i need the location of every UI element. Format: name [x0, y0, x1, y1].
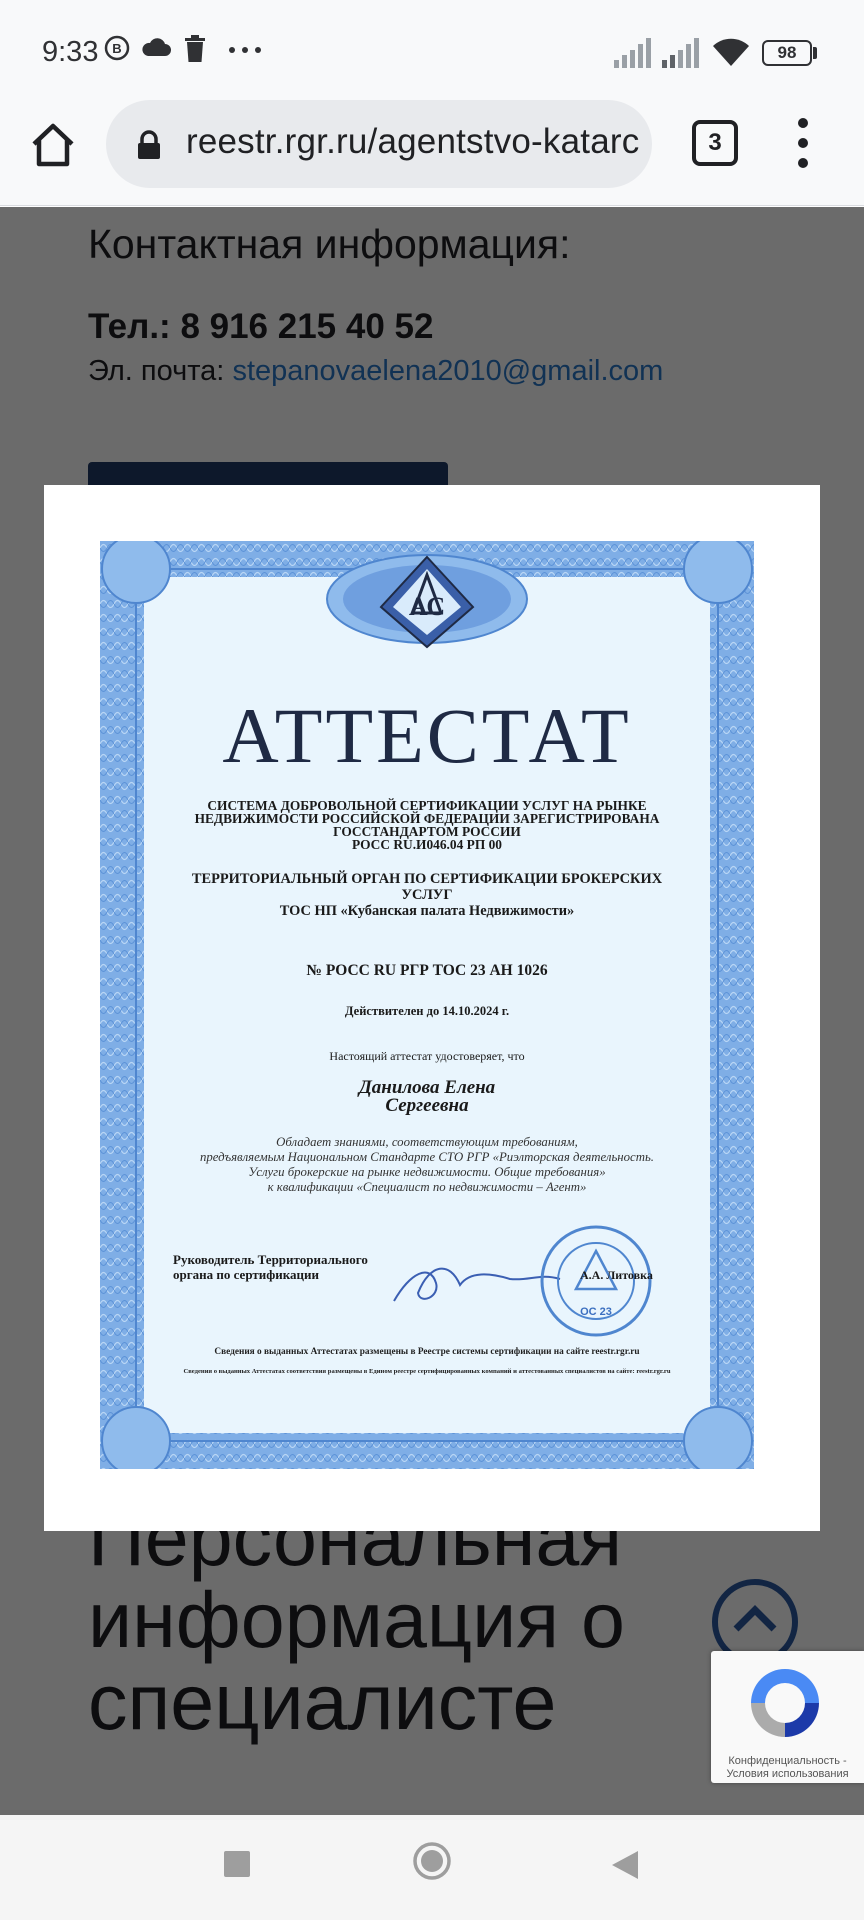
- logo-text: АС: [408, 592, 446, 621]
- menu-button[interactable]: [788, 116, 818, 172]
- signer-name: А.А. Литовка: [580, 1268, 653, 1282]
- certificate-image: [100, 541, 754, 1469]
- cert-line: ГОССТАНДАРТОМ РОССИИ: [333, 824, 521, 839]
- signal-1-icon: [614, 38, 654, 68]
- recaptcha-links[interactable]: [711, 1755, 864, 1781]
- signer-title: [173, 1252, 368, 1282]
- tab-count: 3: [708, 129, 722, 156]
- recents-button[interactable]: [222, 1847, 252, 1883]
- battery-tip: [813, 47, 817, 59]
- browser-toolbar: [0, 100, 864, 206]
- desc-line: Обладает знаниями, соответствующим требованиям,: [276, 1135, 578, 1149]
- recaptcha-logo-icon: [741, 1659, 829, 1747]
- more-dots-icon: [228, 46, 262, 54]
- home-nav-button[interactable]: [412, 1841, 452, 1881]
- tab-switcher-button[interactable]: [692, 120, 738, 166]
- terms-link[interactable]: Условия использования: [726, 1768, 849, 1780]
- image-lightbox[interactable]: [44, 485, 820, 1531]
- certificate-title: АТТЕСТАТ: [222, 692, 632, 779]
- desc-line: к квалификации «Специалист по недвижимости – Агент»: [267, 1180, 587, 1194]
- home-button[interactable]: [28, 120, 78, 170]
- recaptcha-badge[interactable]: [711, 1651, 864, 1783]
- cloud-icon: [140, 34, 172, 62]
- holder-line: Данилова Елена: [358, 1077, 496, 1098]
- certificate-description: [100, 1135, 754, 1195]
- cert-line: НЕДВИЖИМОСТИ РОССИЙСКОЙ ФЕДЕРАЦИИ ЗАРЕГИСТРИРОВАНА: [194, 811, 660, 826]
- certificate-statement: Настоящий аттестат удостоверяет, что: [329, 1049, 525, 1063]
- battery-icon: [762, 40, 812, 66]
- android-nav-bar: [0, 1815, 864, 1920]
- wifi-icon: [712, 36, 750, 68]
- signature-stamp-icon: [390, 1223, 670, 1343]
- address-bar[interactable]: [106, 100, 652, 188]
- certificate-number: № РОСС RU РГР ТОС 23 АН 1026: [306, 962, 548, 979]
- back-button[interactable]: [608, 1847, 640, 1883]
- cert-line: ТОС НП «Кубанская палата Недвижимости»: [279, 903, 575, 919]
- lock-icon[interactable]: [136, 130, 162, 160]
- status-bar: [0, 0, 864, 100]
- desc-line: предъявляемым Национальном Стандарте СТО РГР «Риэлторская деятельность.: [199, 1150, 654, 1164]
- cert-line: УСЛУГ: [401, 887, 453, 903]
- certificate-validity: Действителен до 14.10.2024 г.: [344, 1004, 510, 1018]
- certificate-holder: [100, 1079, 754, 1115]
- cert-line: ТЕРРИТОРИАЛЬНЫЙ ОРГАН ПО СЕРТИФИКАЦИИ БРОКЕРСКИХ: [191, 871, 663, 887]
- registry-note: Сведения о выданных Аттестатах размещены в Реестре системы сертификации на сайте reestr.rgr.ru: [214, 1347, 640, 1357]
- cert-line: СИСТЕМА ДОБРОВОЛЬНОЙ СЕРТИФИКАЦИИ УСЛУГ НА РЫНКЕ: [207, 798, 647, 813]
- battery-level: 98: [777, 43, 797, 62]
- trash-icon: [183, 34, 207, 64]
- ac-logo-icon: [377, 555, 477, 649]
- signer-line: органа по сертификации: [173, 1267, 319, 1282]
- signer-line: Руководитель Территориального: [173, 1252, 368, 1267]
- certificate-system: [100, 799, 754, 851]
- svg-text:B: B: [112, 41, 122, 56]
- status-time: 9:33: [42, 36, 99, 68]
- signal-2-icon: [662, 38, 702, 68]
- url-text[interactable]: reestr.rgr.ru/agentstvo-katarc: [186, 122, 640, 161]
- desc-line: Услуги брокерские на рынке недвижимости. Общие требования»: [248, 1165, 606, 1179]
- cert-line: РОСС RU.И046.04 РП 00: [352, 837, 502, 852]
- holder-line: Сергеевна: [385, 1095, 469, 1116]
- b-messenger-icon: [103, 34, 131, 62]
- privacy-link[interactable]: Конфиденциальность -: [728, 1755, 847, 1767]
- registry-note-small: Сведения о выданных Аттестатах соответствия размещены в Едином реестре сертифицированных компаний и аттестованных специалистов на сайте: reestr.rgr.ru: [183, 1368, 671, 1375]
- stamp-code: ОС 23: [580, 1306, 612, 1318]
- certificate-organ: [100, 871, 754, 919]
